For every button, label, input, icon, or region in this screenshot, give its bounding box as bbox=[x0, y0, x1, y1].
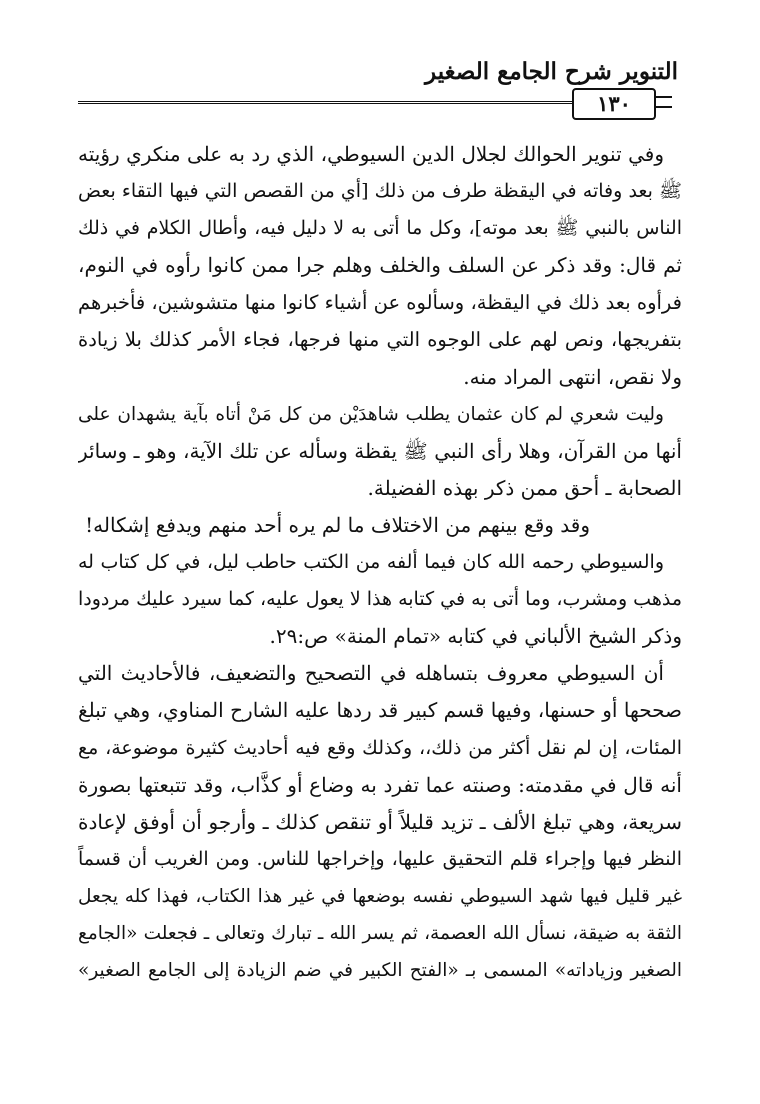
text-line: المئات، إن لم نقل أكثر من ذلك،، وكذلك وقع فيه أحاديث كثيرة موضوعة، مع bbox=[78, 736, 682, 759]
text-line: الصحابة ـ أحق ممن ذكر بهذه الفضيلة. bbox=[367, 475, 682, 500]
text-line: أنه قال في مقدمته: وصنته عما تفرد به وضاع أو كذَّاب، وقد تتبعتها بصورة bbox=[78, 772, 682, 797]
page-number: ١٣٠ bbox=[572, 88, 656, 120]
text-line: غير قليل فيها شهد السيوطي نفسه بوضعها في غير هذا الكتاب، فهذا كله يجعل bbox=[78, 885, 682, 907]
text-line: الصغير وزياداته» المسمى بـ «الفتح الكبير في ضم الزيادة إلى الجامع الصغير» bbox=[78, 960, 682, 982]
text-line: النظر فيها وإجراء قلم التحقيق عليها، وإخراجها للناس. ومن الغريب أن قسماً bbox=[78, 847, 682, 870]
text-line: وذكر الشيخ الألباني في كتابه «تمام المنة» ص:٢٩. bbox=[269, 624, 682, 649]
text-line: الثقة به ضيقة، نسأل الله العصمة، ثم يسر الله ـ تبارك وتعالى ـ فجعلت «الجامع bbox=[78, 922, 682, 944]
text-line: سريعة، وهي تبلغ الألف ـ تزيد قليلاً أو تنقص كذلك ـ وأرجو أن أوفق لإعادة bbox=[78, 809, 682, 834]
text-line: صححها أو حسنها، وفيها قسم كبير قد ردها عليه الشارح المناوي، وهي تبلغ bbox=[78, 698, 682, 723]
text-line: ولا نقص، انتهى المراد منه. bbox=[463, 364, 682, 389]
text-line: مذهب ومشرب، وما أتى به في كتابه هذا لا يعول عليه، كما سيرد عليك مردودا bbox=[78, 588, 682, 611]
body-text bbox=[78, 136, 682, 989]
text-line: بتفريجها، ونص لهم على الوجوه التي منها فرجها، فجاء الأمر كذلك بلا زيادة bbox=[78, 328, 682, 352]
text-line: وليت شعري لم كان عثمان يطلب شاهدَيْن من كل مَنْ أتاه بآية يشهدان على bbox=[78, 403, 664, 425]
text-line: وقد وقع بينهم من الاختلاف ما لم يره أحد منهم ويدفع إشكاله! bbox=[85, 512, 590, 537]
running-title: التنوير شرح الجامع الصغير bbox=[425, 58, 678, 85]
text-line: والسيوطي رحمه الله كان فيما ألفه من الكتب حاطب ليل، في كل كتاب له bbox=[78, 551, 664, 574]
text-line: ﷺ بعد وفاته في اليقظة طرف من ذلك [أي من القصص التي فيها التقاء بعض bbox=[78, 180, 682, 203]
text-line: أنها من القرآن، وهلا رأى النبي ﷺ يقظة وسأله عن تلك الآية، وهو ـ وسائر bbox=[78, 438, 682, 463]
header-rule bbox=[78, 101, 572, 104]
text-line: وفي تنوير الحوالك لجلال الدين السيوطي، الذي رد به على منكري رؤيته bbox=[78, 142, 664, 166]
page-number-ornament bbox=[656, 96, 672, 108]
text-line: فرأوه بعد ذلك في اليقظة، وسألوه عن أشياء كانوا منها متشوشين، فأخبرهم bbox=[78, 291, 682, 315]
text-line: الناس بالنبي ﷺ بعد موته]، وكل ما أتى به لا دليل فيه، وأطال الكلام في ذلك bbox=[78, 217, 682, 240]
text-line: ثم قال: وقد ذكر عن السلف والخلف وهلم جرا ممن كانوا رأوه في النوم، bbox=[78, 253, 682, 278]
text-line: أن السيوطي معروف بتساهله في التصحيح والتضعيف، فالأحاديث التي bbox=[78, 661, 664, 686]
